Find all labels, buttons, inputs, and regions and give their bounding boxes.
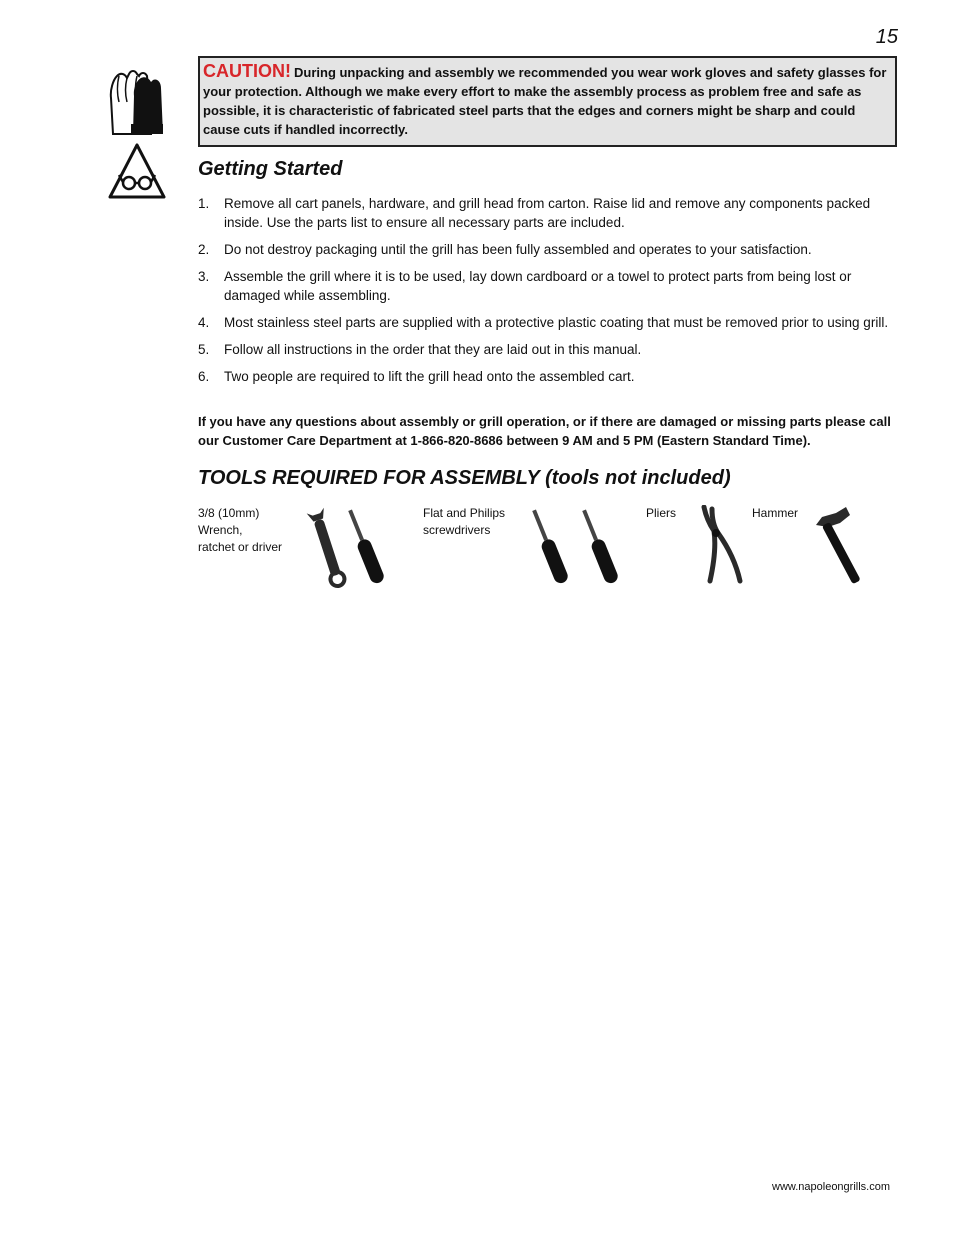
tool-label-line: Flat and Philips	[423, 506, 506, 520]
tool-label-line: Pliers	[646, 506, 677, 520]
tool-label-line: Hammer	[752, 506, 799, 520]
step-number: 1.	[198, 196, 210, 211]
safety-glasses-warning-icon	[107, 142, 167, 202]
step-number: 2.	[198, 242, 210, 257]
wrench-screwdriver-icon	[296, 505, 396, 589]
step-text: Two people are required to lift the grill head onto the assembled cart.	[224, 369, 635, 384]
step-item	[198, 194, 898, 232]
caution-text: During unpacking and assembly we recommended you wear work gloves and safety glasses for your protection. Although we make every effort to make the assembly process as problem free and safe as possible, it is characteristic of fabricated steel parts that the edges and corners might be sharp and could cause cuts if handled incorrectly.	[203, 65, 887, 137]
customer-care-note: If you have any questions about assembly or grill operation, or if there are damaged or missing parts please call our Customer Care Department at 1-866-820-8686 between 9 AM and 5 PM (Eastern Standard Time).	[198, 414, 891, 448]
step-text: Follow all instructions in the order that they are laid out in this manual.	[224, 342, 642, 357]
step-item	[198, 367, 898, 386]
step-item	[198, 340, 898, 359]
step-number: 3.	[198, 269, 210, 284]
tool-label-wrench	[198, 505, 282, 556]
step-number: 5.	[198, 342, 210, 357]
step-item	[198, 240, 898, 259]
page-number: 15	[875, 26, 898, 48]
tool-label-hammer	[752, 505, 798, 522]
caution-box	[198, 56, 897, 147]
tools-heading: TOOLS REQUIRED FOR ASSEMBLY (tools not included)	[198, 467, 731, 489]
step-item	[198, 267, 898, 305]
hammer-icon	[812, 505, 878, 589]
step-text: Most stainless steel parts are supplied with a protective plastic coating that must be removed prior to using grill.	[224, 315, 889, 330]
tool-label-pliers	[646, 505, 676, 522]
step-text: Do not destroy packaging until the grill has been fully assembled and operates to your satisfaction.	[224, 242, 812, 257]
getting-started-steps	[198, 194, 898, 394]
tool-label-line: 3/8 (10mm)	[198, 506, 260, 520]
step-text: Remove all cart panels, hardware, and grill head from carton. Raise lid and remove any components packed inside. Use the parts list to ensure all necessary parts are included.	[224, 196, 871, 230]
tool-label-screwdrivers	[423, 505, 505, 539]
footer-website: www.napoleongrills.com	[772, 1181, 890, 1193]
step-number: 6.	[198, 369, 210, 384]
step-number: 4.	[198, 315, 210, 330]
step-text: Assemble the grill where it is to be used, lay down cardboard or a towel to protect parts from being lost or damaged while assembling.	[224, 269, 852, 303]
step-item	[198, 313, 898, 332]
tool-label-line: screwdrivers	[423, 523, 491, 537]
work-gloves-icon	[107, 68, 165, 136]
getting-started-heading: Getting Started	[198, 158, 343, 180]
safety-icons	[107, 68, 167, 202]
screwdrivers-icon	[520, 505, 630, 589]
pliers-icon	[696, 505, 750, 585]
tool-label-line: Wrench,	[198, 523, 243, 537]
tool-label-line: ratchet or driver	[198, 540, 283, 554]
caution-label: CAUTION!	[203, 61, 291, 81]
